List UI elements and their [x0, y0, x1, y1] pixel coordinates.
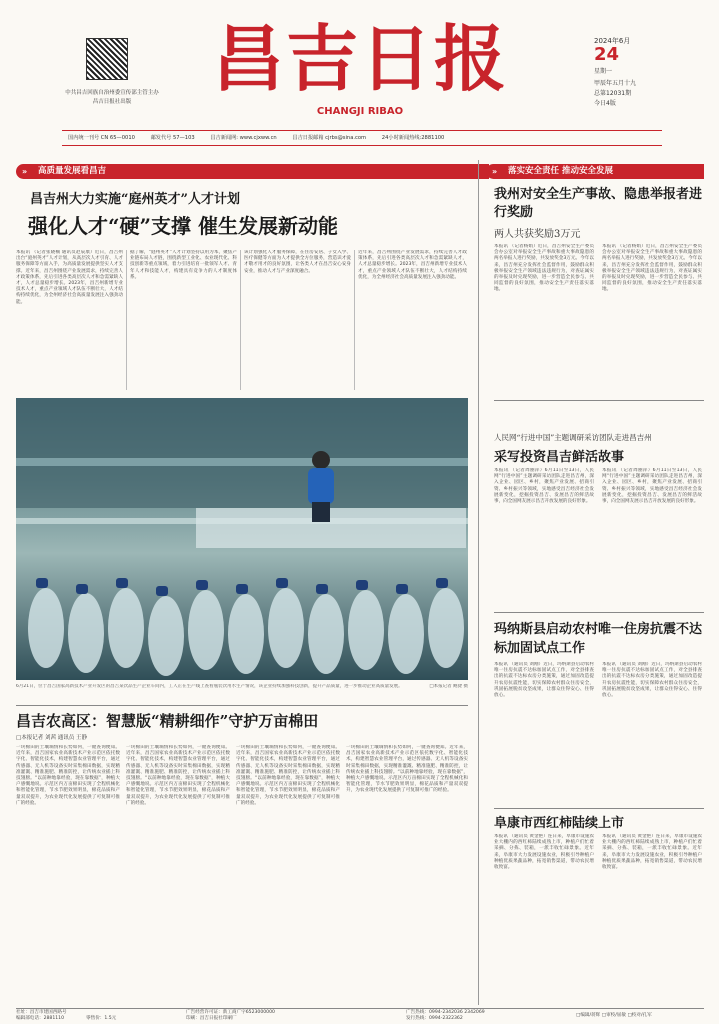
section-band-right: » 落实安全责任 推动安全发展 — [486, 164, 704, 179]
section-band-left: » 高质量发展看昌吉 — [16, 164, 489, 179]
article2-col-2: 一块棉田的土壤墒情和长势如何，一键查询便知。近年来，昌吉国家农业高新技术产业示范区依托数字化、智能化技术，构建智慧农业管理平台，通过传感器、无人机等设备实时采集棉田数据，实现精准灌溉、精准施肥、精准防控，让传统农业插上科技翅膀。“以前种地靠经验，现在靠数据”，种植大户感慨地说。示范区内万亩棉田实现了全程机械化和智能化管理，节水节肥效果明显，棉花品质和产量双双提升，为农业现代化发展提供了可复制可推广的经验。 — [126, 745, 230, 806]
info-code: 邮发代号 57—103 — [150, 135, 195, 141]
issue-number: 总第12031期 — [594, 90, 632, 97]
chevron-right-icon: » — [492, 167, 498, 176]
article2-col-3: 一块棉田的土壤墒情和长势如何，一键查询便知。近年来，昌吉国家农业高新技术产业示范区依托数字化、智能化技术，构建智慧农业管理平台，通过传感器、无人机等设备实时采集棉田数据，实现精准灌溉、精准施肥、精准防控，让传统农业插上科技翅膀。“以前种地靠经验，现在靠数据”，种植大户感慨地说。示范区内万亩棉田实现了全程机械化和智能化管理，节水节肥效果明显，棉花品质和产量双双提升，为农业现代化发展提供了可复制可推广的经验。 — [236, 745, 340, 806]
right-a4-col-1: 本报讯 （通讯员 黄金艳）连日来，阜康市设施农业大棚内的西红柿陆续成熟上市，种植户们忙着采摘、分拣、装箱，一派丰收忙碌景象。近年来，阜康市大力发展设施农业，积极引导种植户种植优质果蔬品种，拓宽销售渠道，带动农民增收致富。 — [494, 834, 594, 871]
info-web[interactable]: 昌吉新闻网: www.cjxww.cn — [210, 135, 277, 141]
col-divider — [354, 250, 355, 390]
left-col-4: 近年来，昌吉州围绕产业发展需求，持续完善人才政策体系，先后引进各类高层次人才和急需紧缺人才，人才总量稳步增长。2023年，昌吉州新增专业技术人才，重点产业领域人才队伍不断壮大，人才结构持续优化，为全州经济社会高质量发展注入强劲动能。 — [358, 250, 467, 280]
article2-byline: □本报记者 刘茜 通讯员 王静 — [16, 735, 87, 741]
weekday: 星期一 — [594, 68, 613, 75]
footer — [16, 1010, 704, 1022]
right-a2-kicker: 人民网“行进中国”主题调研采访团队走进昌吉州 — [494, 433, 652, 442]
divider — [494, 808, 704, 809]
right-a2-col-2: 本报讯 （记者周丽萍）6月11日至13日，人民网“行进中国”主题调研采访团队走进昌吉州，深入企业、园区、乡村，聚焦产业发展、招商引资、乡村振兴等领域，实地感受昌吉经济社会发展新变化，挖掘投资昌吉、发展昌吉的鲜活故事，向全国网友展示昌吉开放发展的良好形象。 — [602, 468, 702, 505]
footer-address: 社址：昌吉市建国西路号 — [16, 1010, 67, 1015]
masthead-pinyin: CHANGJI RIBAO — [316, 106, 404, 117]
footer-tel: 编辑部电话：2881110 — [16, 1016, 65, 1021]
divider — [494, 612, 704, 613]
footer-ad-license: 广告经营许可证：新工商广字6523000000 — [186, 1010, 275, 1015]
divider — [494, 400, 704, 401]
right-a2-col-1: 本报讯 （记者周丽萍）6月11日至13日，人民网“行进中国”主题调研采访团队走进昌吉州，深入企业、园区、乡村，聚焦产业发展、招商引资、乡村振兴等领域，实地感受昌吉经济社会发展新变化，挖掘投资昌吉、发展昌吉的鲜活故事，向全国网友展示昌吉开放发展的良好形象。 — [494, 468, 594, 505]
right-a1-col-1: 本报讯 （记者杨娟）近日，昌吉州安全生产委员会办公室对举报安全生产事故和重大事故隐患的两名举报人进行奖励，共发放奖金3万元。今年以来，昌吉州充分发挥社会监督作用，鼓励群众积极举报安全生产领域违法违规行为，对查证属实的举报及时兑现奖励，进一步营造全民参与、共同监督的良好氛围，推动安全生产责任落实落地。 — [494, 244, 594, 293]
divider — [16, 705, 468, 706]
page-count: 今日4版 — [594, 100, 616, 107]
info-hotline: 24小时新闻热线:2881100 — [381, 135, 445, 141]
right-a1-headline: 我州对安全生产事故、隐患举报者进行奖励 — [494, 187, 703, 220]
footer-editors: □编辑/蒋辉 □审校/屈敏 □校对/孔军 — [576, 1013, 652, 1018]
article2-col-4: 一块棉田的土壤墒情和长势如何，一键查询便知。近年来，昌吉国家农业高新技术产业示范区依托数字化、智能化技术，构建智慧农业管理平台，通过传感器、无人机等设备实时采集棉田数据，实现精准灌溉、精准施肥、精准防控，让传统农业插上科技翅膀。“以前种地靠经验，现在靠数据”，种植大户感慨地说。示范区内万亩棉田实现了全程机械化和智能化管理，节水节肥效果明显，棉花品质和产量双双提升，为农业现代化发展提供了可复制可推广的经验。 — [346, 745, 468, 794]
date-day: 24 — [594, 44, 620, 65]
footer-ad-hotline: 广告热线：0994-2342036 2342069 — [406, 1010, 485, 1015]
col-divider — [126, 250, 127, 390]
factory-photo — [16, 398, 468, 680]
page-column-divider — [478, 160, 479, 1005]
info-bar-bottom-rule — [62, 145, 662, 146]
sponsor-line-2: 昌吉日报社出版 — [92, 99, 132, 105]
info-bar-top-rule — [62, 130, 662, 131]
footer-price: 零售价：1.5元 — [86, 1016, 117, 1021]
right-a1-col-2: 本报讯 （记者杨娟）近日，昌吉州安全生产委员会办公室对举报安全生产事故和重大事故隐患的两名举报人进行奖励，共发放奖金3万元。今年以来，昌吉州充分发挥社会监督作用，鼓励群众积极举报安全生产领域违法违规行为，对查证属实的举报及时兑现奖励，进一步营造全民参与、共同监督的良好氛围，推动安全生产责任落实落地。 — [602, 244, 702, 293]
article2-col-1: 一块棉田的土壤墒情和长势如何，一键查询便知。近年来，昌吉国家农业高新技术产业示范区依托数字化、智能化技术，构建智慧农业管理平台，通过传感器、无人机等设备实时采集棉田数据，实现精准灌溉、精准施肥、精准防控，让传统农业插上科技翅膀。“以前种地靠经验，现在靠数据”，种植大户感慨地说。示范区内万亩棉田实现了全程机械化和智能化管理，节水节肥效果明显，棉花品质和产量双双提升，为农业现代化发展提供了可复制可推广的经验。 — [16, 745, 120, 806]
lunar-date: 甲辰年五月十九 — [594, 80, 637, 87]
date-ym: 2024年6月 — [594, 37, 631, 45]
main-headline: 强化人才“硬”支撑 催生发展新动能 — [28, 214, 338, 238]
footer-distribution: 发行热线：0994-2322362 — [406, 1016, 463, 1021]
qr-code-icon — [86, 38, 128, 80]
kicker-left: 昌吉州大力实施“庭州英才”人才计划 — [30, 192, 240, 207]
info-cn: 国内统一刊号 CN 65—0010 — [68, 135, 135, 141]
left-col-2: 据了解，“庭州英才”人才计划坚持以用为本，聚焦产业链布局人才链，围绕新型工业化、农业现代化、科技创新等重点领域，着力引进培育一批领军人才、青年人才和技能人才，构建具有竞争力的人才制度体系。 — [130, 250, 237, 280]
photo-caption: 6月21日，位于昌吉国家高新技术产业开发区的昌吉某饮品生产企业车间内，工人正在生产线上查看瓶装饮用水生产情况，该企业持续加强科技创新，提升产品质量，进一步推动企业高质量发展。 □本报记者 鲍捷 摄 — [16, 684, 468, 689]
left-col-3: 该计划强化人才服务保障，在住房安居、子女入学、医疗保健等方面为人才提供全方位服务，营造识才爱才敬才用才的良好氛围，让各类人才在昌吉安心安身安业，推动人才与产业深度融合。 — [244, 250, 351, 274]
chevron-right-icon: » — [22, 167, 28, 176]
left-col-1: 本报讯 （记者张晓楠 通讯员赵辰康）近日，昌吉州出台“庭州英才”人才计划，从高层次人才引育、人才服务保障等方面入手，为高质量发展提供坚实人才支撑。近年来，昌吉州围绕产业发展需求，持续完善人才政策体系，先后引进各类高层次人才和急需紧缺人才，人才总量稳步增长。2023年，昌吉州新增专业技术人才，重点产业领域人才队伍不断壮大，人才结构持续优化，为全州经济社会高质量发展注入强劲动能。 — [16, 250, 123, 305]
right-a3-col-1: 本报讯 （通讯员 刘刚）近日，玛纳斯县启动农村唯一住房抗震不达标加固试点工作，对全县排查出的抗震不达标农房分类施策，通过加固改造提升农房抗震性能，切实保障农村群众住房安全，巩固拓展脱贫攻坚成果，让群众住得安心、住得放心。 — [494, 662, 594, 699]
right-a3-headline: 玛纳斯县启动农村唯一住房抗震不达标加固试点工作 — [494, 622, 703, 656]
info-bar — [62, 132, 662, 144]
right-a2-headline: 采写投资昌吉鲜活故事 — [494, 450, 625, 465]
info-email[interactable]: 昌吉日报邮箱 cjrbs@sina.com — [292, 135, 367, 141]
article2-headline: 昌吉农高区：智慧版“精耕细作”守护万亩棉田 — [16, 712, 319, 730]
sponsor-line-1: 中共昌吉回族自治州委宣传部主管主办 — [65, 90, 159, 96]
photo-credit: □本报记者 鲍捷 摄 — [429, 684, 468, 689]
footer-print: 印刷：昌吉日报社印刷厂 — [186, 1016, 237, 1021]
masthead-title: 昌吉日报 — [211, 16, 508, 101]
col-divider — [240, 250, 241, 390]
right-a4-headline: 阜康市西红柿陆续上市 — [494, 816, 625, 831]
right-a4-col-2: 本报讯 （通讯员 黄金艳）连日来，阜康市设施农业大棚内的西红柿陆续成熟上市，种植户们忙着采摘、分拣、装箱，一派丰收忙碌景象。近年来，阜康市大力发展设施农业，积极引导种植户种植优质果蔬品种，拓宽销售渠道，带动农民增收致富。 — [602, 834, 702, 871]
right-a1-subhead: 两人共获奖励3万元 — [494, 229, 581, 240]
footer-rule — [16, 1008, 704, 1009]
bottle-production-line-image — [16, 398, 468, 680]
right-a3-col-2: 本报讯 （通讯员 刘刚）近日，玛纳斯县启动农村唯一住房抗震不达标加固试点工作，对全县排查出的抗震不达标农房分类施策，通过加固改造提升农房抗震性能，切实保障农村群众住房安全，巩固拓展脱贫攻坚成果，让群众住得安心、住得放心。 — [602, 662, 702, 699]
